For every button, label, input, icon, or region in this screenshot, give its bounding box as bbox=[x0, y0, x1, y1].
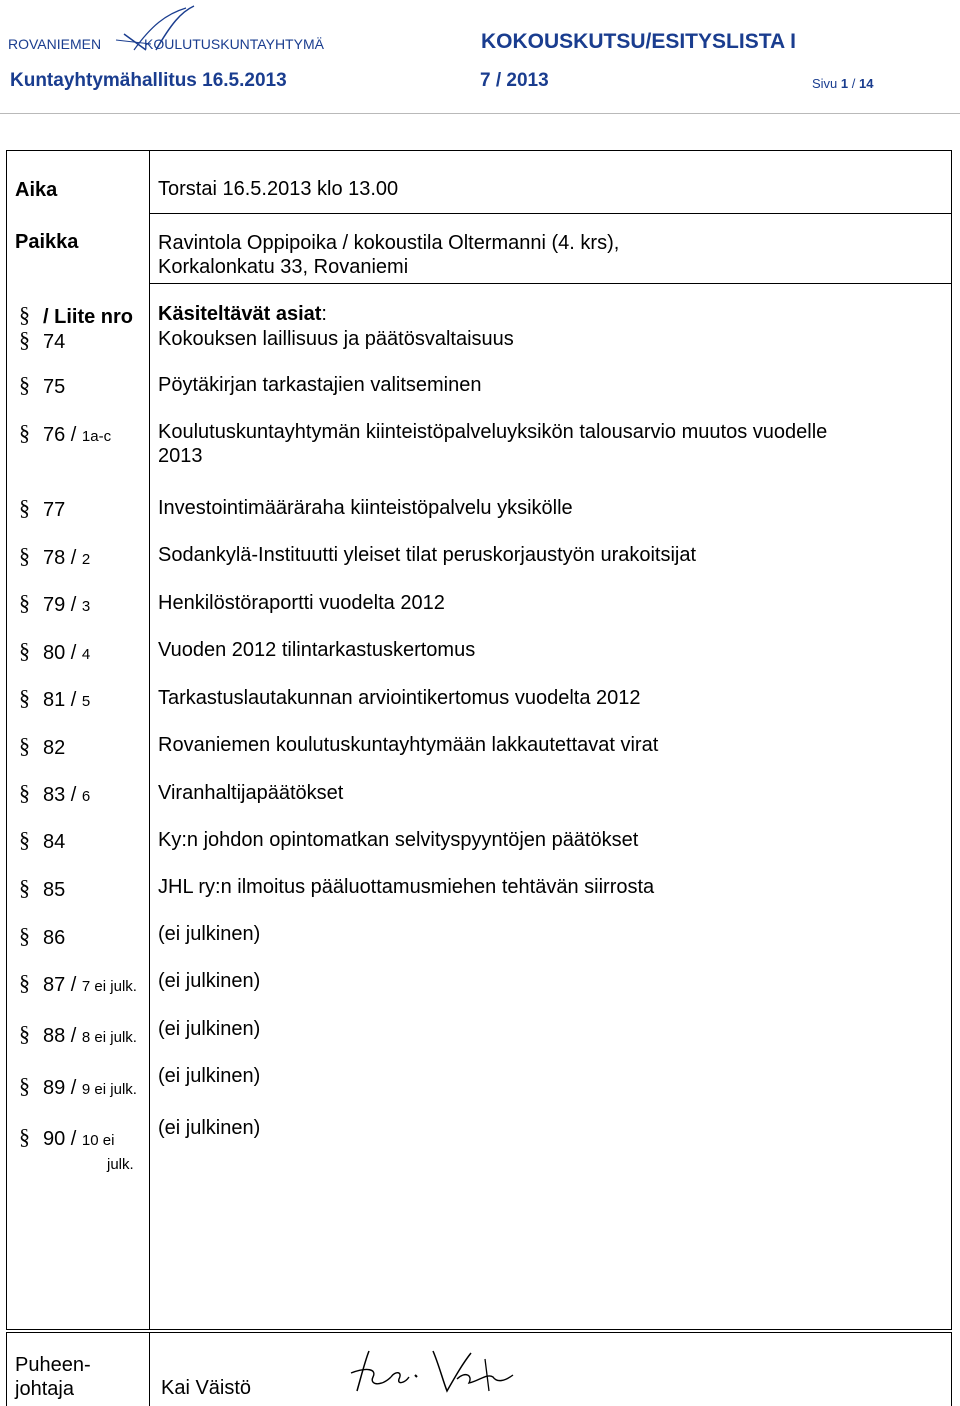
agenda-item-number bbox=[17, 420, 111, 449]
logo-text-right: KOULUTUSKUNTAYHTYMÄ bbox=[144, 36, 324, 52]
svg-text:§: § bbox=[19, 590, 30, 614]
column-divider bbox=[149, 1333, 150, 1406]
place-line-2: Korkalonkatu 33, Rovaniemi bbox=[158, 256, 409, 278]
agenda-number: 87 / bbox=[43, 974, 77, 996]
agenda-item-number bbox=[17, 372, 65, 401]
page-indicator bbox=[812, 76, 874, 91]
page-separator: / bbox=[851, 76, 856, 91]
section-sign-icon bbox=[17, 1073, 35, 1097]
agenda-number: 81 / bbox=[43, 689, 77, 711]
agenda-title-text: Tarkastuslautakunnan arviointikertomus vuodelta 2012 bbox=[158, 687, 641, 709]
agenda-item-title bbox=[158, 969, 260, 993]
attachment-number: 6 bbox=[81, 788, 91, 805]
place-label: Paikka bbox=[15, 231, 79, 253]
agenda-number: 74 bbox=[43, 331, 66, 353]
svg-text:§: § bbox=[19, 780, 30, 804]
chair-name: Kai Väistö bbox=[161, 1377, 252, 1399]
agenda-item-title bbox=[158, 1116, 260, 1140]
section-sign-icon bbox=[17, 327, 35, 351]
agenda-number: 83 / bbox=[43, 784, 77, 806]
document-type: KOKOUSKUTSU/ESITYSLISTA I bbox=[481, 30, 797, 53]
attachment-number-cont: julk. bbox=[107, 1156, 134, 1173]
agenda-title-text: (ei julkinen) bbox=[158, 1018, 261, 1040]
section-sign-icon bbox=[17, 1124, 35, 1148]
section-sign-icon bbox=[17, 1021, 35, 1045]
agenda-title-text: (ei julkinen) bbox=[158, 1117, 261, 1139]
row-divider bbox=[150, 283, 952, 284]
svg-text:§: § bbox=[19, 420, 30, 444]
section-sign-icon bbox=[17, 685, 35, 709]
agenda-number: 79 / bbox=[43, 594, 77, 616]
agenda-item-title bbox=[158, 591, 445, 615]
svg-text:§: § bbox=[19, 827, 30, 851]
agenda-frame bbox=[6, 150, 952, 1330]
agenda-item-number bbox=[17, 638, 90, 667]
row-divider bbox=[150, 213, 952, 214]
agenda-item-title bbox=[158, 543, 696, 567]
agenda-item-number bbox=[17, 827, 65, 856]
agenda-number: 84 bbox=[43, 831, 66, 853]
section-sign-icon bbox=[17, 970, 35, 994]
attachment-number: 7 ei julk. bbox=[81, 978, 137, 995]
agenda-item-title bbox=[158, 1017, 260, 1041]
agenda-item-number bbox=[17, 1073, 137, 1102]
agenda-number: 86 bbox=[43, 927, 66, 949]
section-sign-icon bbox=[17, 827, 35, 851]
agenda-title-text: Koulutuskuntayhtymän kiinteistöpalveluyksikön talousarvio muutos vuodelle bbox=[158, 421, 828, 443]
agenda-heading-text: Käsiteltävät asiat bbox=[158, 303, 322, 325]
agenda-number: 75 bbox=[43, 376, 66, 398]
agenda-title-text: Kokouksen laillisuus ja päätösvaltaisuus bbox=[158, 328, 514, 350]
section-sign-icon bbox=[17, 302, 35, 326]
chair-role bbox=[15, 1353, 91, 1401]
svg-text:§: § bbox=[19, 327, 30, 351]
page-current: 1 bbox=[840, 76, 849, 91]
section-sign-icon bbox=[17, 372, 35, 396]
svg-text:§: § bbox=[19, 923, 30, 947]
place-line-1: Ravintola Oppipoika / kokoustila Oltermanni (4. krs), bbox=[158, 232, 620, 254]
attachment-number: 1a-c bbox=[81, 428, 112, 445]
agenda-number: 90 / bbox=[43, 1128, 77, 1150]
agenda-item-number bbox=[17, 923, 65, 952]
svg-text:§: § bbox=[19, 302, 30, 326]
logo-text-left: ROVANIEMEN bbox=[8, 36, 102, 52]
agenda-item-title bbox=[158, 327, 514, 351]
section-sign-icon bbox=[17, 875, 35, 899]
section-label: / Liite nro bbox=[43, 306, 133, 328]
section-sign-icon bbox=[17, 638, 35, 662]
agenda-title-text-cont: 2013 bbox=[158, 445, 203, 467]
agenda-title-text: Henkilöstöraportti vuodelta 2012 bbox=[158, 592, 445, 614]
page-total: 14 bbox=[859, 76, 874, 91]
chair-role-line-2: johtaja bbox=[15, 1378, 74, 1400]
agenda-title-text: Ky:n johdon opintomatkan selvityspyyntöjen päätökset bbox=[158, 829, 639, 851]
signature-frame bbox=[6, 1332, 952, 1406]
agenda-number: 76 / bbox=[43, 424, 77, 446]
meeting-body: Kuntayhtymähallitus 16.5.2013 bbox=[10, 70, 287, 91]
svg-text:§: § bbox=[19, 543, 30, 567]
svg-text:§: § bbox=[19, 970, 30, 994]
agenda-item-number bbox=[17, 875, 65, 904]
agenda-item-number bbox=[17, 733, 65, 762]
attachment-number: 5 bbox=[81, 693, 91, 710]
section-sign-icon bbox=[17, 543, 35, 567]
agenda-item-number bbox=[17, 780, 90, 809]
organization-logo bbox=[6, 4, 351, 52]
agenda-heading bbox=[158, 302, 327, 326]
header-divider bbox=[0, 113, 960, 114]
attachment-number: 8 ei julk. bbox=[81, 1029, 137, 1046]
svg-text:§: § bbox=[19, 1073, 30, 1097]
section-sign-icon bbox=[17, 733, 35, 757]
agenda-item-title bbox=[158, 1064, 260, 1088]
agenda-item-title bbox=[158, 420, 827, 468]
agenda-title-text: (ei julkinen) bbox=[158, 923, 261, 945]
agenda-title-text: (ei julkinen) bbox=[158, 1065, 261, 1087]
agenda-title-text: Vuoden 2012 tilintarkastuskertomus bbox=[158, 639, 476, 661]
agenda-item-title bbox=[158, 373, 482, 397]
agenda-number: 78 / bbox=[43, 547, 77, 569]
agenda-item-title bbox=[158, 828, 638, 852]
svg-text:§: § bbox=[19, 685, 30, 709]
section-sign-icon bbox=[17, 495, 35, 519]
agenda-title-text: Sodankylä-Instituutti yleiset tilat peruskorjaustyön urakoitsijat bbox=[158, 544, 697, 566]
agenda-title-text: Investointimääräraha kiinteistöpalvelu yksikölle bbox=[158, 497, 573, 519]
chair-role-line-1: Puheen- bbox=[15, 1354, 91, 1376]
attachment-number: 2 bbox=[81, 551, 91, 568]
agenda-title-text: Viranhaltijapäätökset bbox=[158, 782, 344, 804]
section-column-header bbox=[17, 302, 133, 329]
handwritten-signature bbox=[347, 1347, 517, 1397]
attachment-number: 4 bbox=[81, 646, 91, 663]
page-label: Sivu bbox=[812, 76, 838, 91]
section-sign-icon bbox=[17, 590, 35, 614]
attachment-number: 10 ei bbox=[81, 1132, 115, 1149]
agenda-item-title bbox=[158, 638, 475, 662]
agenda-item-title bbox=[158, 496, 573, 520]
agenda-item-number bbox=[17, 543, 90, 572]
agenda-item-title bbox=[158, 922, 260, 946]
agenda-title-text: Rovaniemen koulutuskuntayhtymään lakkautettavat virat bbox=[158, 734, 659, 756]
svg-text:§: § bbox=[19, 372, 30, 396]
section-sign-icon bbox=[17, 923, 35, 947]
agenda-item-number bbox=[17, 327, 65, 356]
agenda-number: 77 bbox=[43, 499, 66, 521]
agenda-item-number bbox=[17, 1124, 134, 1177]
agenda-item-number bbox=[17, 590, 90, 619]
agenda-item-number bbox=[17, 970, 137, 999]
agenda-number: 85 bbox=[43, 879, 66, 901]
attachment-number: 9 ei julk. bbox=[81, 1081, 137, 1098]
agenda-number: 89 / bbox=[43, 1077, 77, 1099]
svg-text:§: § bbox=[19, 875, 30, 899]
column-divider bbox=[149, 151, 150, 1329]
time-label: Aika bbox=[15, 179, 58, 201]
agenda-number: 82 bbox=[43, 737, 66, 759]
meeting-number: 7 / 2013 bbox=[480, 70, 549, 91]
place-value bbox=[158, 231, 619, 279]
agenda-title-text: Pöytäkirjan tarkastajien valitseminen bbox=[158, 374, 482, 396]
time-value: Torstai 16.5.2013 klo 13.00 bbox=[158, 178, 399, 200]
agenda-title-text: JHL ry:n ilmoitus pääluottamusmiehen tehtävän siirrosta bbox=[158, 876, 655, 898]
agenda-item-number bbox=[17, 495, 65, 524]
agenda-number: 80 / bbox=[43, 642, 77, 664]
agenda-item-title bbox=[158, 781, 343, 805]
agenda-item-title bbox=[158, 733, 658, 757]
section-sign-icon bbox=[17, 780, 35, 804]
agenda-item-title bbox=[158, 686, 641, 710]
svg-text:§: § bbox=[19, 495, 30, 519]
svg-text:§: § bbox=[19, 1021, 30, 1045]
svg-text:§: § bbox=[19, 1124, 30, 1148]
agenda-number: 88 / bbox=[43, 1025, 77, 1047]
agenda-heading-colon: : bbox=[321, 303, 327, 325]
agenda-item-title bbox=[158, 875, 654, 899]
svg-text:§: § bbox=[19, 638, 30, 662]
agenda-item-number bbox=[17, 685, 90, 714]
attachment-number: 3 bbox=[81, 598, 91, 615]
svg-text:§: § bbox=[19, 733, 30, 757]
agenda-item-number bbox=[17, 1021, 137, 1050]
agenda-title-text: (ei julkinen) bbox=[158, 970, 261, 992]
section-sign-icon bbox=[17, 420, 35, 444]
